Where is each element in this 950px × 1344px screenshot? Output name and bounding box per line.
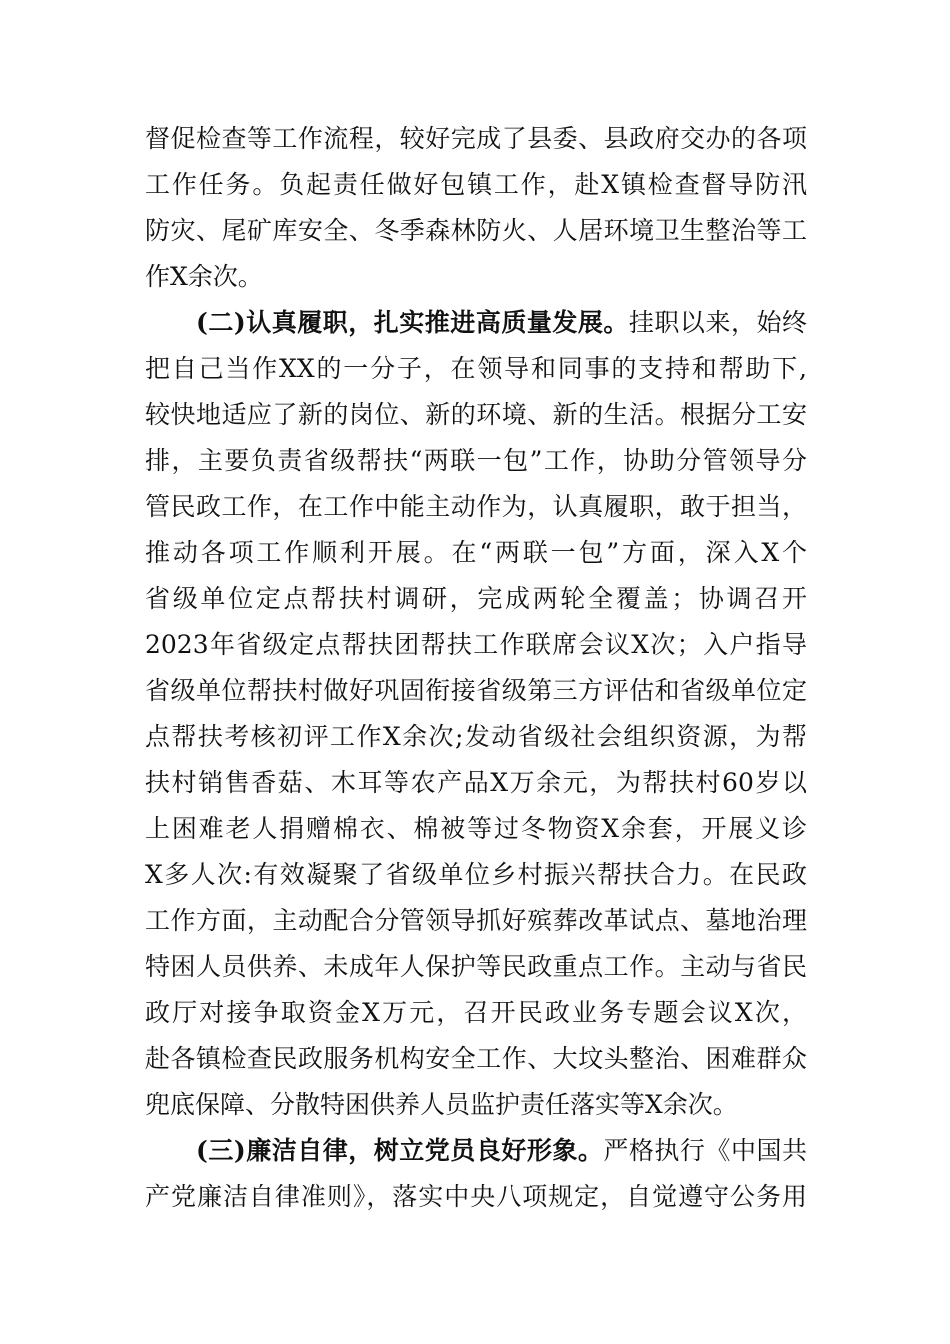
text-line: 把自己当作XX的一分子，在领导和同事的支持和帮助下, — [145, 354, 807, 383]
text-line: 扶村销售香菇、木耳等农产品X万余元，为帮扶村60岁以 — [145, 768, 807, 797]
text-line: 较快地适应了新的岗位、新的环境、新的生活。根据分工安 — [145, 400, 807, 429]
text-line: 赴各镇检查民政服务机构安全工作、大坟头整治、困难群众 — [145, 1044, 807, 1073]
text-line: X多人次:有效凝聚了省级单位乡村振兴帮扶合力。在民政 — [145, 860, 807, 889]
text-line: 省级单位定点帮扶村调研，完成两轮全覆盖；协调召开 — [145, 584, 807, 613]
text-line: 产党廉洁自律准则》，落实中央八项规定，自觉遵守公务用 — [145, 1182, 807, 1211]
text-line: 省级单位帮扶村做好巩固衔接省级第三方评估和省级单位定 — [145, 676, 807, 705]
text-line: 排，主要负责省级帮扶“两联一包”工作，协助分管领导分 — [145, 446, 807, 475]
text-line: 工作方面，主动配合分管领导抓好殡葬改革试点、墓地治理 — [145, 906, 807, 935]
text-line: 防灾、尾矿库安全、冬季森林防火、人居环境卫生整治等工 — [145, 216, 807, 245]
text-line: 点帮扶考核初评工作X余次;发动省级社会组织资源，为帮 — [145, 722, 807, 751]
text-line: 作X余次。 — [145, 262, 263, 291]
text-line: 2023年省级定点帮扶团帮扶工作联席会议X次；入户指导 — [145, 630, 807, 659]
text-line: 管民政工作，在工作中能主动作为，认真履职，敢于担当， — [145, 492, 807, 521]
section-heading-line-3 — [196, 1136, 807, 1166]
text-run: 严格执行《中国共 — [603, 1136, 807, 1165]
text-line: 特困人员供养、未成年人保护等民政重点工作。主动与省民 — [145, 952, 807, 981]
section-heading-2: (二)认真履职，扎实推进高质量发展。 — [196, 308, 629, 337]
section-heading-3: (三)廉洁自律，树立党员良好形象。 — [196, 1136, 604, 1165]
section-heading-line-2 — [196, 308, 807, 338]
text-line: 政厅对接争取资金X万元，召开民政业务专题会议X次， — [145, 998, 807, 1027]
text-line: 推动各项工作顺利开展。在“两联一包”方面，深入X个 — [145, 538, 807, 567]
text-line: 工作任务。负起责任做好包镇工作，赴X镇检查督导防汛 — [145, 170, 807, 199]
text-line: 上困难老人捐赠棉衣、棉被等过冬物资X余套，开展义诊 — [145, 814, 807, 843]
text-line: 兜底保障、分散特困供养人员监护责任落实等X余次。 — [145, 1090, 738, 1119]
text-run: 挂职以来，始终 — [628, 308, 807, 337]
text-line: 督促检查等工作流程，较好完成了县委、县政府交办的各项 — [145, 124, 807, 153]
